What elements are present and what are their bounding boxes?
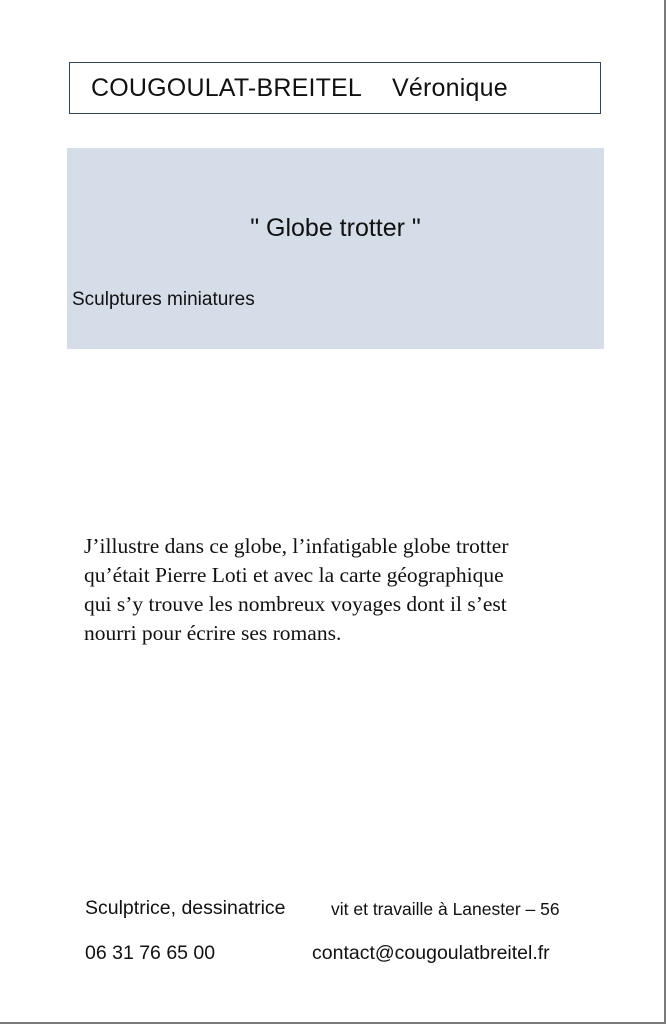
- footer-profession-line: [85, 897, 560, 920]
- phone-number: 06 31 76 65 00: [85, 942, 216, 964]
- artist-surname: COUGOULAT-BREITEL: [91, 73, 363, 102]
- artist-firstname: Véronique: [392, 73, 508, 102]
- email-address: contact@cougoulatbreitel.fr: [312, 942, 550, 964]
- work-category: Sculptures miniatures: [72, 289, 255, 310]
- artist-location: vit et travaille à Lanester – 56: [331, 899, 560, 919]
- description-line: nourri pour écrire ses romans.: [84, 621, 342, 645]
- work-title: " Globe trotter ": [250, 214, 421, 242]
- description-line: qu’était Pierre Loti et avec la carte géographique: [84, 563, 504, 587]
- work-description: [84, 532, 604, 648]
- description-line: qui s’y trouve les nombreux voyages dont il s’est: [84, 592, 507, 616]
- artist-name-box: [69, 62, 601, 114]
- work-title-panel: [67, 148, 604, 349]
- footer-contact-line: [85, 942, 550, 965]
- description-line: J’illustre dans ce globe, l’infatigable globe trotter: [84, 534, 509, 558]
- artist-profession: Sculptrice, dessinatrice: [85, 897, 286, 919]
